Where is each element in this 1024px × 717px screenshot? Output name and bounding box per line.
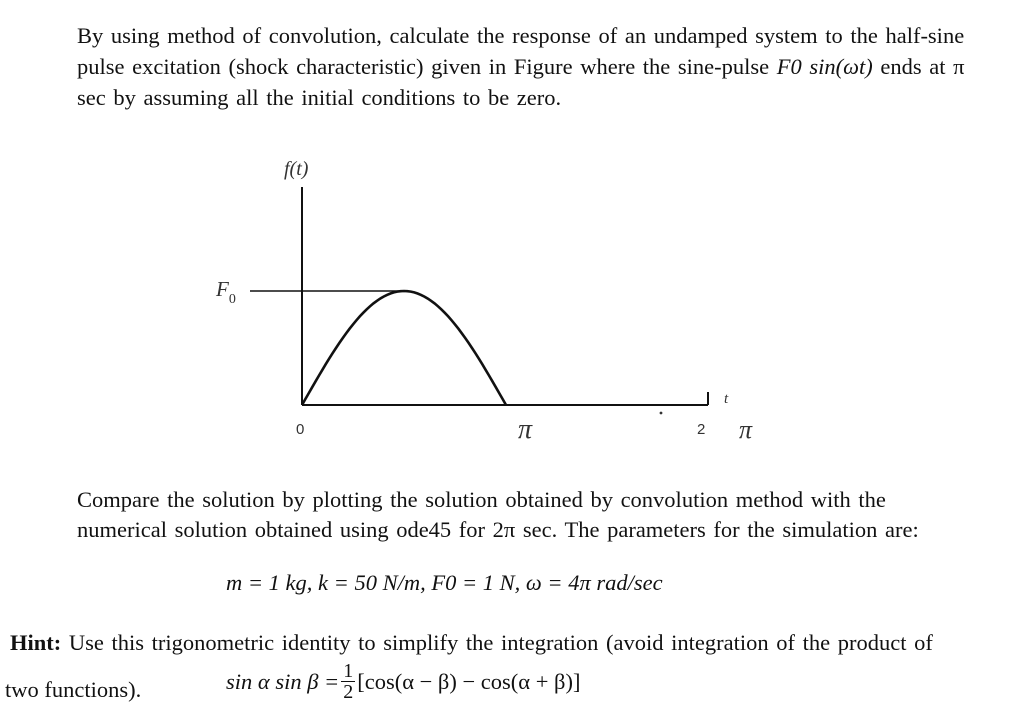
identity-lhs: sin α sin β =: [226, 668, 340, 694]
problem-line-2-start: pulse excitation (shock characteristic) given in Figure where the sine-pulse: [77, 54, 770, 79]
two-label: 2: [697, 421, 706, 438]
pi-tick-label: π: [518, 414, 533, 445]
trig-identity: [226, 661, 580, 702]
simulation-parameters: m = 1 kg, k = 50 N/m, F0 = 1 N, ω = 4π rad/sec: [226, 570, 663, 595]
y-axis-label: f(t): [284, 158, 309, 180]
half-sine-curve: [302, 291, 506, 405]
fraction-numerator: 1: [343, 660, 354, 682]
compare-line-2: numerical solution obtained using ode45 for 2π sec. The parameters for the simulation are:: [77, 517, 919, 542]
half-sine-plot: [0, 150, 1024, 450]
peak-label: $F_0$: [216, 277, 236, 307]
problem-statement: [77, 20, 998, 113]
fraction-denominator: 2: [343, 681, 354, 703]
hint-line: [10, 630, 933, 656]
x-axis-label: t: [724, 391, 729, 407]
origin-label: 0: [296, 421, 305, 438]
compare-instructions: [77, 485, 998, 545]
problem-line-3: sec by assuming all the initial conditions to be zero.: [77, 85, 562, 110]
one-half-fraction: [341, 661, 355, 702]
problem-line-1: By using method of convolution, calculate the response of an undamped system to the half-sine: [77, 23, 965, 48]
identity-rhs: [cos(α − β) − cos(α + β)]: [357, 668, 581, 694]
sine-pulse-expression: F0 sin(ωt): [776, 54, 873, 79]
hint-line-2: two functions).: [5, 677, 142, 702]
hint-text: Use this trigonometric identity to simplify the integration (avoid integration of the product of: [68, 630, 933, 655]
two-pi-tick-label: π: [739, 415, 753, 444]
compare-line-1: Compare the solution by plotting the solution obtained by convolution method with the: [77, 487, 886, 512]
problem-line-2-end: ends at π: [880, 54, 965, 79]
stray-dot: [660, 412, 663, 415]
half-sine-figure: [0, 150, 1024, 450]
hint-label: Hint:: [10, 630, 62, 655]
